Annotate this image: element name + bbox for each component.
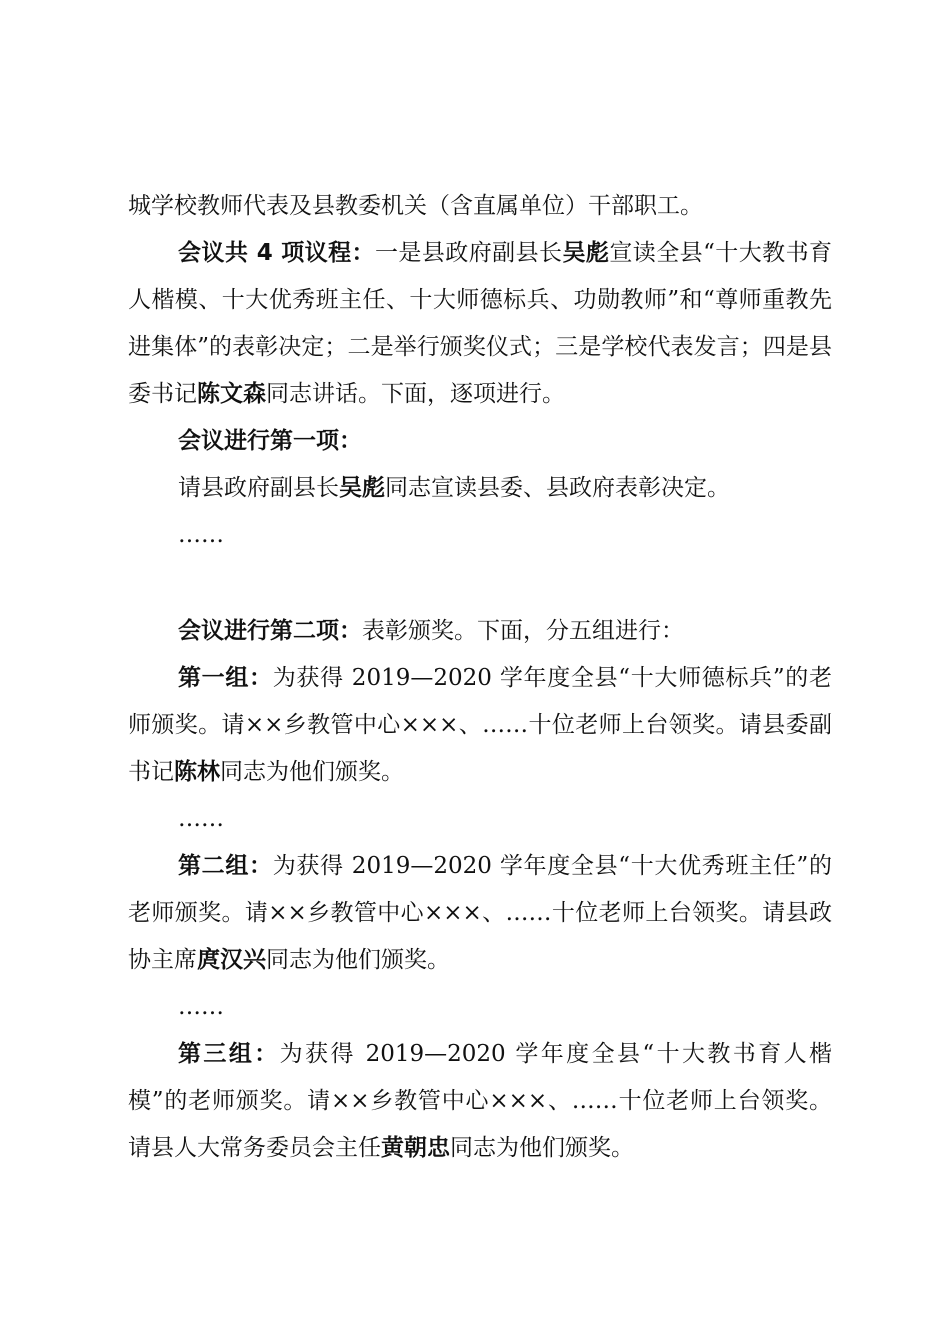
item1-text-2: 同志宣读县委、县政府表彰决定。 (385, 475, 730, 501)
ellipsis-3: …… (178, 994, 224, 1020)
group3-text-1: 为获得 2019—2020 学年度全县“十大教书育人楷模”的老师颁奖。请××乡教管中心×××、……十位老师上台领奖。请县人大常务委员会主任 (128, 1041, 833, 1161)
group1-text-2: 同志为他们颁奖。 (220, 759, 404, 785)
group3-text-2: 同志为他们颁奖。 (450, 1135, 634, 1161)
item2-line (128, 608, 832, 655)
item1-body (128, 465, 832, 512)
paragraph-agenda (128, 230, 832, 418)
group2-text-2: 同志为他们颁奖。 (266, 947, 450, 973)
blank-line (128, 559, 832, 606)
group2-heading: 第二组： (178, 853, 273, 879)
group1-heading: 第一组： (178, 665, 273, 691)
group2-text-1: 为获得 2019—2020 学年度全县“十大优秀班主任”的老师颁奖。请××乡教管中心×××、……十位老师上台领奖。请县政协主席 (128, 853, 832, 973)
group1-paragraph (128, 655, 832, 796)
name-chen-wensen: 陈文森 (197, 381, 266, 407)
item1-heading: 会议进行第一项： (178, 428, 362, 454)
document-page (128, 183, 832, 1172)
item2-heading: 会议进行第二项： (178, 618, 362, 644)
agenda-text-1: 一是县政府副县长 (374, 240, 563, 266)
group2-paragraph (128, 843, 832, 984)
name-wu-biao: 吴彪 (562, 240, 610, 266)
group3-heading: 第三组： (178, 1041, 280, 1067)
ellipsis-2: …… (178, 806, 224, 832)
item1-name: 吴彪 (339, 475, 385, 501)
group1-name: 陈林 (174, 759, 220, 785)
paragraph-attendees: 城学校教师代表及县教委机关（含直属单位）干部职工。 (128, 193, 703, 219)
group1-text-1: 为获得 2019—2020 学年度全县“十大师德标兵”的老师颁奖。请××乡教管中心×××、……十位老师上台领奖。请县委副书记 (128, 665, 832, 785)
group3-name: 黄朝忠 (381, 1135, 450, 1161)
item1-text-1: 请县政府副县长 (178, 475, 339, 501)
agenda-text-3: 同志讲话。下面，逐项进行。 (266, 381, 565, 407)
ellipsis-1: …… (178, 522, 224, 548)
group3-paragraph (128, 1031, 832, 1172)
agenda-text-2: 宣读全县“十大教书育人楷模、十大优秀班主任、十大师德标兵、功勋教师”和“尊师重教先进集体”的表彰决定；二是举行颁奖仪式；三是学校代表发言；四是县委书记 (128, 240, 833, 407)
group2-name: 庹汉兴 (197, 947, 266, 973)
item1-heading-line (128, 418, 832, 465)
agenda-heading: 会议共 4 项议程： (178, 240, 375, 266)
item2-text: 表彰颁奖。下面，分五组进行： (362, 618, 684, 644)
